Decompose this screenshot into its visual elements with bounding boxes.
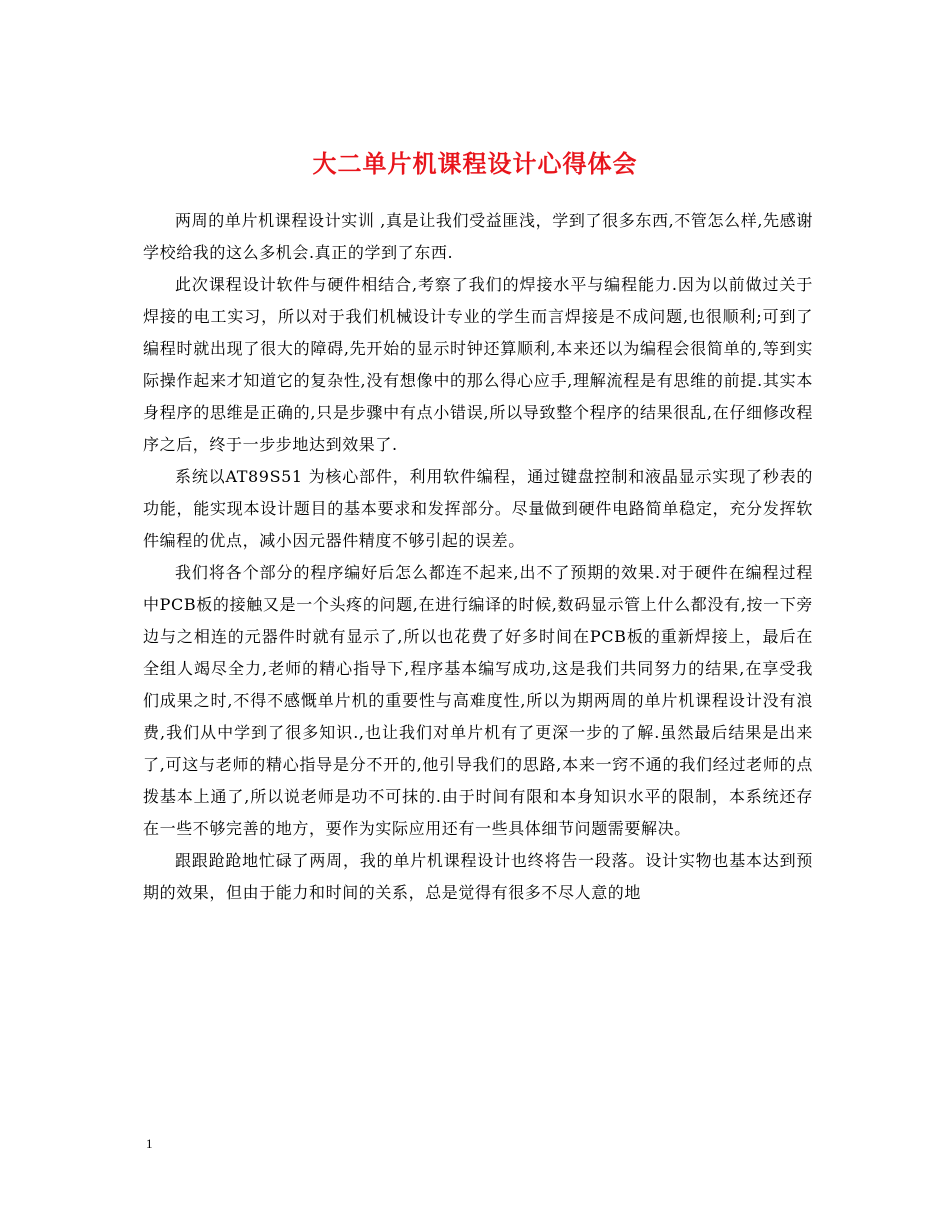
paragraph-1: 两周的单片机课程设计实训 ,真是让我们受益匪浅，学到了很多东西,不管怎么样,先感谢学校给我的这么多机会.真正的学到了东西.	[143, 211, 813, 262]
paragraph-4: 我们将各个部分的程序编好后怎么都连不起来,出不了预期的效果.对于硬件在编程过程中PCB板的接触又是一个头疼的问题,在进行编译的时候,数码显示管上什么都没有,按一下旁边与之相连的元器件时就有显示了,所以也花费了好多时间在PCB板的重新焊接上，最后在全组人竭尽全力,老师的精心指导下,程序基本编写成功,这是我们共同努力的结果,在享受我们成果之时,不得不感慨单片机的重要性与高难度性,所以为期两周的单片机课程设计没有浪费,我们从中学到了很多知识.,也让我们对单片机有了更深一步的了解.虽然最后结果是出来了,可这与老师的精心指导是分不开的,他引导我们的思路,本来一窍不通的我们经过老师的点拨基本上通了,所以说老师是功不可抹的.由于时间有限和本身知识水平的限制，本系统还存在一些不够完善的地方，要作为实际应用还有一些具体细节问题需要解决。	[143, 563, 813, 838]
paragraph-2: 此次课程设计软件与硬件相结合,考察了我们的焊接水平与编程能力.因为以前做过关于焊接的电工实习，所以对于我们机械设计专业的学生而言焊接是不成问题,也很顺利;可到了编程时就出现了很大的障碍,先开始的显示时钟还算顺利,本来还以为编程会很简单的,等到实际操作起来才知道它的复杂性,没有想像中的那么得心应手,理解流程是有思维的前提.其实本身程序的思维是正确的,只是步骤中有点小错误,所以导致整个程序的结果很乱,在仔细修改程序之后，终于一步步地达到效果了.	[143, 275, 813, 454]
paragraph-3: 系统以AT89S51 为核心部件，利用软件编程，通过键盘控制和液晶显示实现了秒表的功能，能实现本设计题目的基本要求和发挥部分。尽量做到硬件电路简单稳定，充分发挥软件编程的优点，减小因元器件精度不够引起的误差。	[143, 467, 813, 550]
document-title: 大二单片机课程设计心得体会	[312, 149, 638, 179]
paragraph-5: 跟跟跄跄地忙碌了两周，我的单片机课程设计也终将告一段落。设计实物也基本达到预期的效果，但由于能力和时间的关系，总是觉得有很多不尽人意的地	[143, 851, 813, 902]
page-number: 1	[146, 1136, 153, 1151]
document-body	[143, 205, 813, 909]
